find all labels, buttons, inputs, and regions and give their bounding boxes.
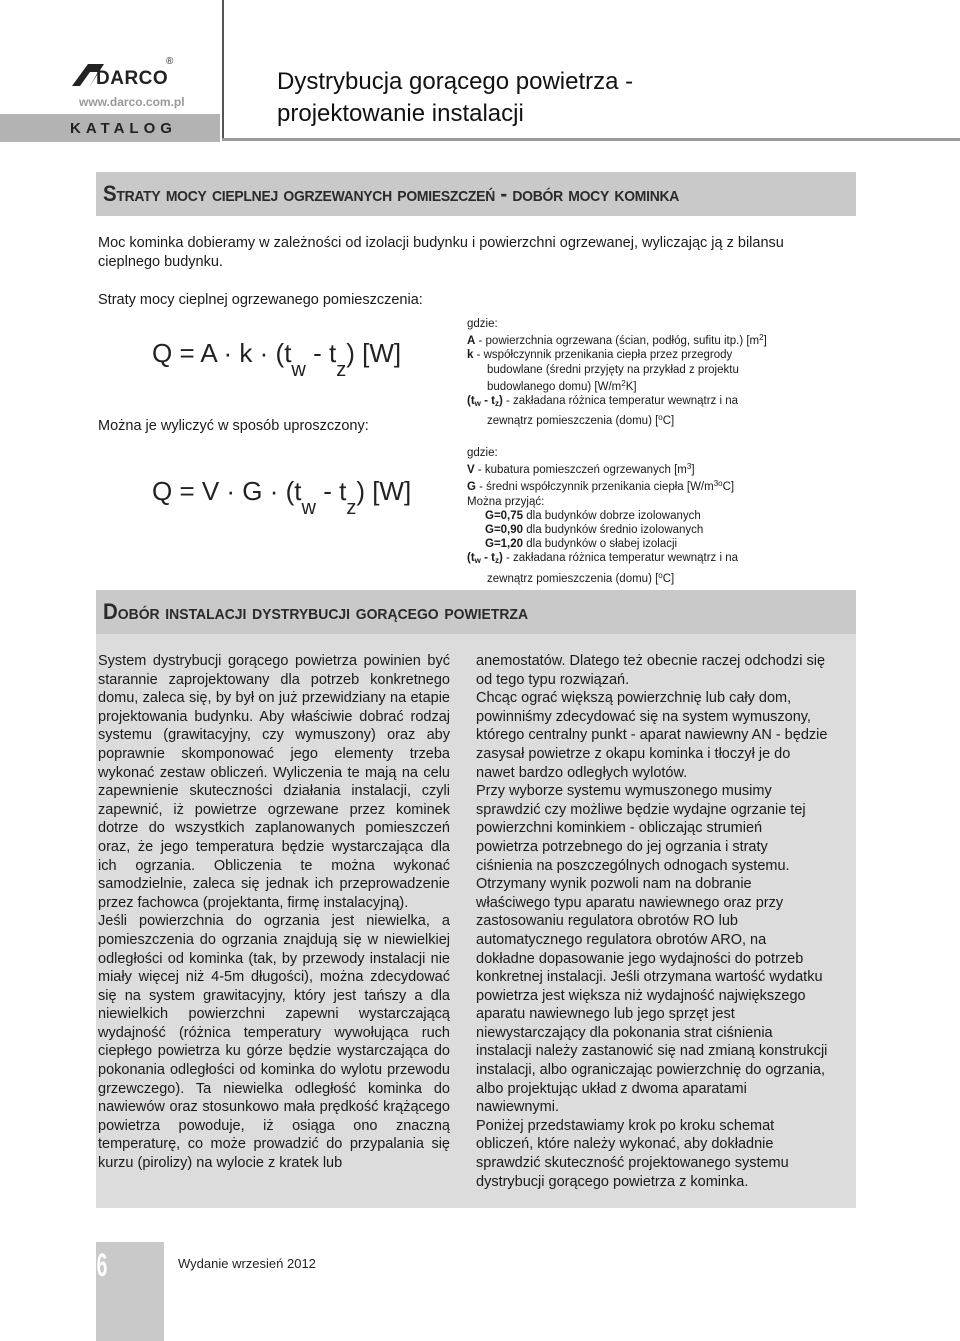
formula1-sub-z: z bbox=[336, 359, 347, 381]
title-rule bbox=[222, 138, 960, 141]
def-t-line2: zewnątrz pomieszczenia (domu) [$^o$C] bbox=[487, 413, 675, 428]
logo-text: DARCO bbox=[96, 68, 169, 89]
def-g2: G=0,90 dla budynków średnio izolowanych bbox=[485, 524, 704, 537]
katalog-label: KATALOG bbox=[70, 120, 177, 137]
defs2-gdzie: gdzie: bbox=[467, 447, 498, 459]
body-column-right bbox=[476, 652, 828, 1191]
defs1-gdzie: gdzie: bbox=[467, 318, 498, 330]
definitions-losses bbox=[467, 317, 767, 428]
page-title-line2: projektowanie instalacji bbox=[277, 100, 524, 127]
formula2-sub-z: z bbox=[346, 497, 357, 519]
def-k-line3: budowlanego domu) $[W/m^2K]$ bbox=[487, 378, 637, 393]
def-v: V - kubatura pomieszczeń ogrzewanych $[m^3]$ bbox=[467, 462, 695, 477]
paragraph: Przy wyborze systemu wymuszonego musimy sprawdzić czy możliwe będzie wydajne ogrzanie tej powierzchni kominkiem - obliczając strumień powietrza potrzebnego do jej ogrzania i straty ciśnienia na poszczególnych odnogach systemu. bbox=[476, 783, 806, 874]
definitions-simplified bbox=[467, 446, 767, 586]
formula1-mid: - t bbox=[305, 338, 337, 368]
paragraph: Poniżej przedstawiamy krok po kroku schemat obliczeń, które należy wykonać, aby dokładnie sprawdzić skuteczność projektowanego systemu dystrybucji gorącego powietrza z kominka. bbox=[476, 1117, 789, 1190]
paragraph: Chcąc ograć większą powierzchnię lub cały dom, powinniśmy zdecydować się na system wymuszony, którego centralny punkt - aparat nawiewny AN - będzie zasysał powietrze z okapu kominka i tłoczył je do nawet bardzo odległych wylotów. bbox=[476, 690, 828, 781]
formula1-sub-w: w bbox=[291, 359, 306, 381]
def-a: A - powierzchnia ogrzewana (ścian, podłóg, sufitu itp.) $[m^2]$ bbox=[467, 333, 767, 348]
def-g1: G=0,75 dla budynków dobrze izolowanych bbox=[485, 509, 701, 522]
paragraph: System dystrybucji gorącego powietrza powinien być starannie zaprojektowany dla potrzeb konkretnego domu, zaleca się, by był on już przewidziany na etapie projektowania budynku. Aby właściwie dobrać rodzaj systemu (grawitacyjny, czy wymuszony) oraz aby poprawnie skomponować jego elementy trzeba wykonać zestaw obliczeń. Wyliczenia te mają na celu zapewnienie skuteczności działania instalacji, czyli zapewnić, iż powietrze ogrzewane przez kominek dotrze do wszystkich zaplanowanych pomieszczeń oraz, że jego temperatura będzie wystarczająca dla ich ogrzania. Obliczenia te można wykonać samodzielnie, zaleca się jednak ich przeprowadzenie przez fachowca (projektanta, firmę instalacyjną). bbox=[98, 653, 450, 911]
paragraph: anemostatów. Dlatego też obecnie raczej odchodzi się od tego typu rozwiązań. bbox=[476, 653, 826, 688]
page-number: 6 bbox=[96, 1247, 108, 1283]
formula2-mid: - t bbox=[315, 476, 347, 506]
def-t: $(t_w - t_z)$ - zakładana różnica temperatur wewnątrz i na bbox=[467, 395, 739, 409]
def-g3: G=1,20 dla budynków o słabej izolacji bbox=[485, 538, 678, 551]
simplified-label: Można je wyliczyć w sposób uproszczony: bbox=[98, 418, 369, 434]
def-t2: $(t_w - t_z)$ - zakładana różnica temperatur wewnątrz i na bbox=[467, 552, 739, 566]
formula2-main: Q = V · G · (t bbox=[152, 476, 302, 506]
page-title-line1: Dystrybucja gorącego powietrza - bbox=[277, 68, 634, 95]
def-g: G - średni współczynnik przenikania ciepła $[W/m^{3o}C]$ bbox=[467, 479, 735, 494]
formula-losses bbox=[152, 338, 401, 382]
body-column-left bbox=[98, 652, 450, 1173]
intro-text: Moc kominka dobieramy w zależności od izolacji budynku i powierzchni ogrzewanej, wyliczając ją z bilansu cieplnego budynku. bbox=[98, 235, 784, 270]
paragraph: Otrzymany wynik pozwoli nam na dobranie właściwego typu aparatu nawiewnego oraz przy zastosowaniu regulatora obrotów RO lub automatycznego regulatora obrotów ARO, na dokładne dopasowanie jego wydajności do potrzeb konkretnej instalacji. Jeśli otrzymana wartość wydatku powietrza jest większa niż wydajność największego aparatu nawiewnego lub jego sprzęt jest niewystarczający dla pokonania strat ciśnienia instalacji należy zastanowić się nad zmianą konstrukcji instalacji, albo ograniczając powierzchnię do ogrzania, albo projektując układ z dwoma aparatami nawiewnymi. bbox=[476, 876, 828, 1116]
section1-heading: Straty mocy cieplnej ogrzewanych pomieszczeń - dobór mocy kominka bbox=[103, 181, 680, 206]
formula2-end: ) [W] bbox=[356, 476, 412, 506]
def-przyjac: Można przyjąć: bbox=[467, 495, 545, 508]
section2-heading: Dobór instalacji dystrybucji gorącego powietrza bbox=[103, 599, 529, 624]
formula2-sub-w: w bbox=[301, 497, 316, 519]
logo-url: www.darco.com.pl bbox=[79, 95, 185, 109]
paragraph: Jeśli powierzchnia do ogrzania jest niewielka, a pomieszczenia do ogrzania znajdują się w niewielkiej odległości od kominka (tak, by przewody instalacji nie miały więcej niż 4-5m długości), można zdecydować się na system grawitacyjny, który jest tańszy a dla niewielkich powierzchni zapewni wystarczającą wydajność (różnica temperatury wywołująca ruch ciepłego powietrza ku górze będzie wystarczająca do pokonania odległości od kominka do wylotu przewodu grzewczego). Ta niewielka odległość kominka do nawiewów oraz stosunkowo mała prędkość krążącego powietrza powoduje, iż osiąga ono znaczną temperaturę, co może prowadzić do przypalania się kurzu (pirolizy) na wylocie z kratek lub bbox=[98, 913, 450, 1172]
def-t2-line2: zewnątrz pomieszczenia (domu) [$^o$C] bbox=[487, 570, 675, 585]
page-title bbox=[277, 66, 877, 130]
registered-mark: ® bbox=[166, 56, 174, 67]
formula1-end: ) [W] bbox=[346, 338, 402, 368]
formula1-main: Q = A · k · (t bbox=[152, 338, 292, 368]
def-k: k - współczynnik przenikania ciepła przez przegrody bbox=[467, 349, 733, 362]
footer-edition: Wydanie wrzesień 2012 bbox=[178, 1256, 316, 1271]
formula-simplified bbox=[152, 476, 411, 520]
losses-label: Straty mocy cieplnej ogrzewanego pomieszczenia: bbox=[98, 292, 423, 308]
def-k-line2: budowlane (średni przyjęty na przykład z projektu bbox=[487, 363, 739, 376]
